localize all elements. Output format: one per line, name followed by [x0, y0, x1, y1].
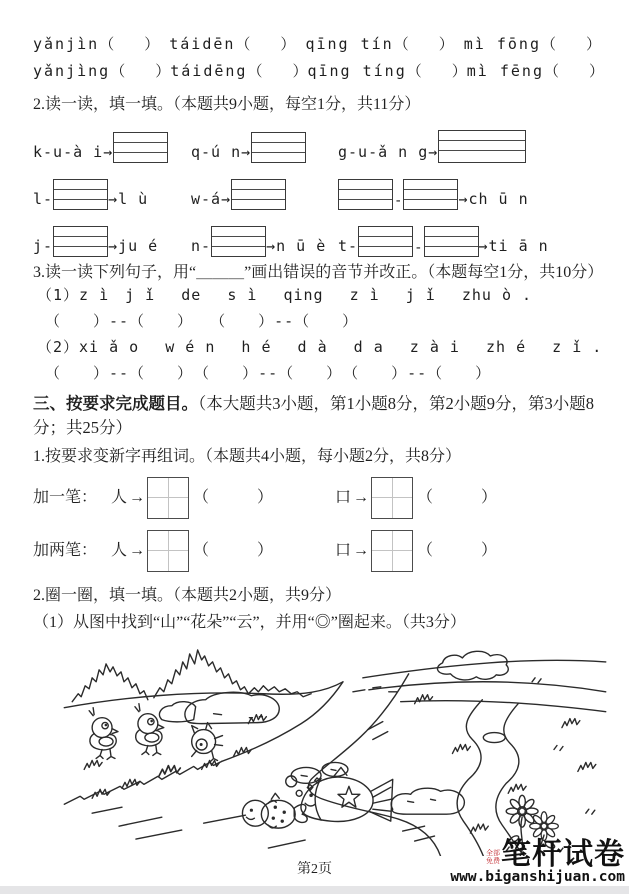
word-blank-paren: （ ）	[417, 489, 498, 506]
word-blank-paren: （ ）	[193, 542, 274, 559]
chick-pecking-icon	[192, 723, 223, 762]
question-3-title: 3.读一读下列句子，用“＿＿＿”画出错误的音节并改正。（本题每空1分，共10分）	[33, 264, 604, 281]
answer-paren: （ ）	[543, 62, 604, 80]
combine-item	[338, 130, 601, 163]
character-writing-grid	[147, 530, 189, 572]
pinyin-writing-box	[113, 132, 168, 163]
watermark-url: www.biganshijuan.com	[450, 869, 625, 886]
chick-icon	[89, 708, 118, 760]
cloud-icon	[437, 651, 508, 680]
pinyin-combine-row-3	[33, 210, 601, 257]
pinyin-option	[170, 60, 307, 81]
arrow-icon: →	[129, 489, 146, 506]
combine-post: →n ū è	[266, 237, 327, 255]
combine-item	[338, 226, 601, 257]
pinyin-option	[33, 60, 170, 81]
base-character: 口	[335, 489, 352, 506]
character-writing-grid	[371, 477, 413, 519]
stroke-row-label: 加一笔：	[33, 489, 98, 506]
pinyin-word: mì fōng	[463, 35, 541, 53]
answer-paren: （ ）	[99, 35, 160, 53]
character-writing-grid	[147, 477, 189, 519]
watermark-brand-row	[450, 840, 625, 870]
sentence-1-answer-parens: （ ）--（ ） （ ）--（ ）	[45, 312, 359, 330]
pinyin-writing-box	[231, 179, 286, 210]
answer-paren: （ ）	[406, 62, 467, 80]
watermark-brand: 笔杆试卷	[501, 838, 625, 872]
combine-post: →ti ā n	[478, 237, 549, 255]
pinyin-word: yǎnjìn	[33, 35, 100, 53]
combine-item	[33, 132, 191, 163]
pinyin-option	[467, 60, 604, 81]
pinyin-word: táidēng	[170, 62, 248, 80]
answer-paren: （ ）	[393, 35, 454, 53]
landscape-drawing	[63, 642, 608, 856]
combine-post: →ch ū n	[458, 190, 529, 208]
pinyin-word: qīng tín	[305, 35, 394, 53]
stroke-row-label: 加两笔：	[33, 542, 98, 559]
second-group	[329, 530, 497, 572]
bubbles	[286, 776, 320, 796]
pinyin-writing-box	[338, 179, 393, 210]
sub-question-1-title: 1.按要求变新字再组词。（本题共4小题，每小题2分，共8分）	[33, 448, 462, 465]
combine-pre: k-u-à i→	[33, 143, 114, 161]
word-blank-paren: （ ）	[417, 542, 498, 559]
pinyin-option-row-1	[33, 33, 601, 60]
pinyin-writing-box	[403, 179, 458, 210]
pinyin-word: táidēn	[169, 35, 236, 53]
hill-lines	[64, 660, 605, 711]
pinyin-option	[169, 33, 295, 54]
combine-pre: n-	[191, 237, 212, 255]
base-character: 人	[111, 489, 128, 506]
pinyin-option	[307, 60, 466, 81]
combine-pre: g-u-ǎ n g→	[338, 143, 439, 161]
pinyin-option	[464, 33, 601, 54]
pinyin-combine-row-1	[33, 116, 601, 163]
pinyin-word: qīng tíng	[307, 62, 407, 80]
arrow-icon: →	[129, 542, 146, 559]
answer-paren: （ ）	[110, 62, 171, 80]
pinyin-option-row-2	[33, 60, 604, 87]
combine-item	[191, 179, 338, 210]
combine-pre: q-ú n→	[191, 143, 252, 161]
character-writing-grid	[371, 530, 413, 572]
pinyin-writing-box	[251, 132, 306, 163]
answer-paren: （ ）	[247, 62, 308, 80]
combine-pre: w-á→	[191, 190, 232, 208]
winding-path	[457, 700, 524, 856]
pinyin-option	[305, 33, 453, 54]
combine-item	[33, 226, 191, 257]
river-banks	[64, 674, 440, 856]
sub-question-2-title: 2.圈一圈，填一填。（本题共2小题，共9分）	[33, 587, 342, 604]
pinyin-writing-box	[424, 226, 479, 257]
arrow-icon: →	[353, 542, 370, 559]
combine-item	[191, 226, 338, 257]
small-fish-icon	[242, 793, 307, 828]
base-character: 人	[111, 542, 128, 559]
combine-item	[338, 179, 601, 210]
sentence-1: （1）z ì j ǐ de s ì qing z ì j ǐ zhu ò .	[37, 286, 533, 304]
circle-task-instruction: （1）从图中找到“山”“花朵”“云”，并用“◎”圈起来。（共3分）	[33, 614, 466, 631]
combine-item	[191, 132, 338, 163]
question-2-title: 2.读一读，填一填。（本题共9小题，每空1分，共11分）	[33, 96, 421, 113]
combine-post: →l ù	[108, 190, 149, 208]
watermark	[450, 840, 625, 886]
section-3-heading	[33, 392, 601, 440]
box-joiner: -	[394, 193, 403, 209]
second-group	[329, 477, 497, 519]
combine-pre: j-	[33, 237, 54, 255]
combine-pre: l-	[33, 190, 54, 208]
pinyin-writing-box	[53, 179, 108, 210]
pinyin-combine-row-2	[33, 163, 601, 210]
pinyin-writing-box	[53, 226, 108, 257]
box-joiner: -	[414, 240, 423, 256]
base-character: 口	[335, 542, 352, 559]
combine-pre: t-	[338, 237, 359, 255]
add-stroke-row-2	[33, 526, 601, 575]
sentence-2: （2）xi ǎ o w é n h é d à d a z à i zh é z ǐ .	[37, 338, 603, 356]
rock-icon	[159, 692, 279, 723]
landscape-illustration	[63, 642, 601, 856]
combine-item	[33, 179, 191, 210]
pinyin-writing-box	[438, 130, 526, 163]
watermark-free-tag: 全部免费	[486, 849, 500, 866]
answer-paren: （ ）	[235, 35, 296, 53]
pinyin-word: yǎnjìng	[33, 62, 111, 80]
page-number: 第2页	[297, 862, 332, 877]
section-3-heading-rest: （本大题共3小题，第1小题8分，第2小题9分，第3小题8分；共25分）	[33, 394, 594, 437]
pinyin-writing-box	[358, 226, 413, 257]
arrow-icon: →	[353, 489, 370, 506]
add-stroke-row-1	[33, 473, 601, 522]
pinyin-word: mì fēng	[466, 62, 544, 80]
pinyin-writing-box	[211, 226, 266, 257]
sentence-2-answer-parens: （ ）--（ ） （ ）--（ ） （ ）--（ ）	[45, 364, 492, 382]
section-3-heading-bold: 三、按要求完成题目。	[33, 394, 198, 413]
bottom-gray-strip	[0, 886, 629, 894]
pinyin-option	[33, 33, 159, 54]
combine-post: →ju é	[108, 237, 159, 255]
word-blank-paren: （ ）	[193, 489, 274, 506]
answer-paren: （ ）	[540, 35, 601, 53]
